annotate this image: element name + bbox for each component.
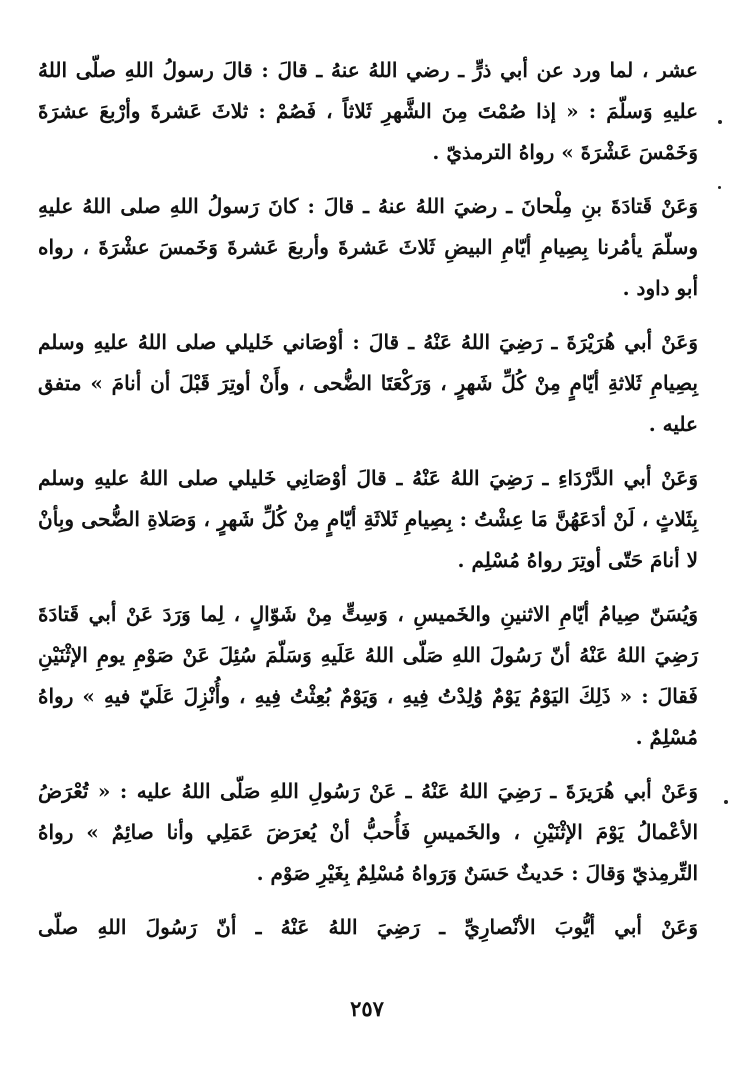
page-number: ٢٥٧ <box>350 996 384 1021</box>
scan-speck <box>724 800 728 804</box>
page-body <box>38 50 698 948</box>
scan-speck <box>718 120 722 124</box>
paragraph-monday-thursday-fasting: وَيُسَنّ صِيامُ أيّامِ الاثنينِ والخَميسِ ، وَسِتٍّ مِنْ شَوّالٍ ، لِما وَرَدَ عَنْ أبي قَتادَةَ رَضِيَ اللهُ عَنْهُ أنّ رَسُولَ اللهِ صَلّى اللهُ عَلَيهِ وَسَلّمَ سُئِلَ عَنْ صَوْمِ يومِ الإثْنَيْنِ فَقالَ : « ذَلِكَ اليَوْمُ يَوْمٌ وُلِدْتُ فِيهِ ، وَيَوْمٌ بُعِثْتُ فِيهِ ، وأُنْزِلَ عَلَيّ فيهِ » رواهُ مُسْلِمٌ . <box>38 602 698 749</box>
paragraph-abu-darda: وَعَنْ أبي الدَّرْدَاءِ ـ رَضِيَ اللهُ عَنْهُ ـ قالَ أوْصَانِي خَليلي صلى اللهُ عليهِ وسلم بِثَلاثٍ ، لَنْ أدَعَهُنَّ مَا عِشْتُ : بِصِيامِ ثَلاثَةِ أيّامٍ مِنْ كُلِّ شَهرٍ ، وَصَلاةِ الضُّحى وبِأنْ لا أنامَ حَتّى أوتِرَ رواهُ مُسْلِم . <box>38 466 698 572</box>
paragraph-qatada-ibn-milhan: وَعَنْ قَتادَةَ بنِ مِلْحانَ ـ رضيَ اللهُ عنهُ ـ قالَ : كانَ رَسولُ اللهِ صلى اللهُ عليهِ وسلّمَ يأمُرنا بِصِيامِ أيّامِ البيضِ ثَلاثَ عَشرةَ وأربعَ عَشرةَ وَخَمسَ عشْرَةَ ، رواه أبو داود . <box>38 194 698 300</box>
paragraph-abu-ayyub: وَعَنْ أبي أيُّوبَ الأنْصارِيِّ ـ رَضِيَ اللهُ عَنْهُ ـ أنّ رَسُولَ اللهِ صلّى <box>38 915 698 939</box>
paragraph-abu-hurayra-advice: وَعَنْ أبي هُرَيْرَةَ ـ رَضِيَ اللهُ عَنْهُ ـ قالَ : أوْصَاني خَليلي صلى اللهُ عليهِ وسلم بِصِيامِ ثَلاثةِ أيّامٍ مِنْ كُلِّ شَهرٍ ، وَرَكْعَتَا الضُّحى ، وأَنْ أوتِرَ قَبْلَ أن أنامَ » متفق عليه . <box>38 330 698 436</box>
scan-speck <box>718 186 721 189</box>
paragraph-deeds-presented: وَعَنْ أبي هُرَيرَةَ ـ رَضِيَ اللهُ عَنْهُ ـ عَنْ رَسُولِ اللهِ صَلّى اللهُ عليه : « تُعْرَضُ الأعْمالُ يَوْمَ الإثْنَيْنِ ، والخَميسِ فَأُحبُّ أنْ يُعرَضَ عَمَلِي وأنا صائِمٌ » رواهُ التِّرمِذيّ وَقالَ : حَديثٌ حَسَنٌ وَرَواهُ مُسْلِمٌ بِغَيْرِ صَوْم . <box>38 779 698 885</box>
paragraph-abu-dharr: عشر ، لما ورد عن أبي ذرٍّ ـ رضي اللهُ عنهُ ـ قالَ : قالَ رسولُ اللهِ صلّى اللهُ عليهِ وَسلّمَ : « إذا صُمْتَ مِنَ الشَّهرِ ثَلاثاً ، فَصُمْ : ثلاثَ عَشرةَ وأرْبعَ عشرَةَ وَخَمْسَ عَشْرَةَ » رواهُ الترمذيّ . <box>38 58 698 164</box>
